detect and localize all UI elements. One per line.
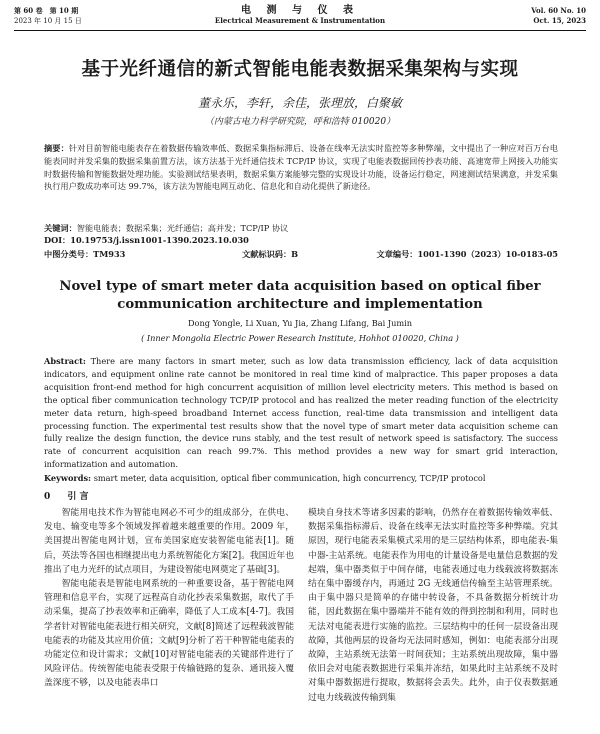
keywords-cn-text: 智能电能表；数据采集；光纤通信；高并发；TCP/IP 协议: [76, 223, 289, 233]
keywords-en-label: Keywords:: [44, 473, 92, 483]
abstract-en-text: There are many factors in smart meter, such as low data transmission efficiency, lack of data acquisition indicators, and equipment online rate cannot be monitored in real time kind of malpractice. This paper proposes a data acquisition front-end method for high concurrent acquisition of million level electricity meters. This method is based on the optical fiber communication technology TCP/IP protocol and has realized the meter reading function of the electricity meter data return, high-speed broadband Internet access function, real-time data transmission and intelligent data processing function. The experimental test results show that the novel type of smart meter data acquisition scheme can fully realize the design function, the device runs stably, and the test result of network speed is satisfactory. The success rate of concurrent acquisition can reach 99.7%. This method provides a new way for smart grid interaction, informatization and automation.: [44, 356, 558, 470]
keywords-en: [44, 473, 558, 483]
body-column-left: [44, 506, 294, 691]
clc-number: 中图分类号：TM933: [44, 249, 126, 259]
title-en: Novel type of smart meter data acquisition based on optical fiber communication architecture and implementation: [59, 279, 541, 312]
header-center: [14, 6, 586, 26]
keywords-cn-label: 关键词：: [44, 223, 77, 233]
date-en: Oct. 15, 2023: [533, 16, 586, 25]
abstract-cn-label: 摘要：: [44, 143, 69, 153]
abstract-cn-text: 针对目前智能电能表存在着数据传输效率低、数据采集指标滞后、设备在线率无法实时监控等多种弊端，文中提出了一种应对百万台电能表同时并发采集的数据采集前置方法，该方法基于光纤通信技术 TCP/IP 协议，实现了电能表数据回传抄表功能、高速宽带上网接入功能实时数据传输和智能数据处理功能。实验测试结果表明，数据采集方案能够完整的实现设计功能，设备运行稳定，网速测试结果满意，并发采集执行用户数成功率可达 99.7%，该方法为智能电网互动化、信息化和自动化提供了新途径。: [44, 143, 558, 192]
document-code: 文献标识码：B: [242, 249, 299, 259]
abstract-cn: [44, 142, 558, 193]
body-column-right: [308, 506, 558, 705]
article-number: 文章编号：1001-1390（2023）10-0183-05: [376, 249, 558, 259]
header-rule: [14, 30, 586, 31]
affiliation-en: ( Inner Mongolia Electric Power Research Institute, Hohhot 010020, China ): [141, 333, 459, 343]
journal-name-cn: 电 测 与 仪 表: [241, 5, 359, 16]
body-paragraph: 模块自身技术等诸多因素的影响，仍然存在着数据传输效率低、数据采集指标滞后、设备在线率无法实时监控等多种弊端。究其原因，现行电能表采集模式采用的是三层结构体系，即电能表-集中器-主站系统。电能表作为用电的计量设备是电量信息数据的发起端，集中器类似于中间存储，电能表通过电力线载波将数据冻结在集中器缓存内，再通过 2G 无线通信传输至主站管理系统。由于集中器只是简单的存储中转设备，不具备数据分析统计功能，因此数据在集中器端并不能有效的得到控制和利用，同时也无法对电能表进行实施的监控。三层结构中的任何一层设备出现故障，其他两层的设备均无法同时感知，例如：电能表部分出现故障，主站系统无法第一时间获知；主站系统出现故障，集中器依旧会对电能表数据进行采集并冻结，如果此时主站系统不及时对集中器数据进行提取，数据将会丢失。此外，由于仪表数据通过电力线载波传输到集: [308, 508, 558, 703]
affiliation-cn: （内蒙古电力科学研究院，呼和浩特 010020）: [204, 117, 396, 127]
authors-en: Dong Yongle, Li Xuan, Yu Jia, Zhang Lifang, Bai Jumin: [187, 318, 413, 328]
date-cn: 2023 年 10 月 15 日: [14, 17, 82, 25]
abstract-en: [44, 355, 558, 471]
keywords-en-text: smart meter, data acquisition, optical fiber communication, high concurrency, TCP/IP protocol: [91, 473, 486, 483]
authors-cn: 董永乐，李轩，余佳，张理放，白聚敏: [197, 96, 402, 110]
section-heading-introduction: [44, 489, 89, 502]
body-paragraph: 智能电能表是智能电网系统的一种重要设备，基于智能电网管理和信息平台，实现了远程高自动化抄表采集数据，取代了手动采集，提高了抄表效率和正确率，降低了人工成本[4-7]。我国学者针对智能电能表进行相关研究，文献[8]简述了远程载波智能电能表的功能及其应用价值；文献[9]分析了若干种智能电能表的功能定位和设计需求；文献[10]对智能电能表的关键部件进行了风险评估。传统智能电能表受限于传输链路的复杂、通讯接入覆盖深度不够，以及电能表串口: [44, 579, 294, 689]
body-paragraph: 智能用电技术作为智能电网必不可少的组成部分，在供电、发电、输变电等多个领域发挥着越来越重要的作用。2009 年，美国提出智能电网计划，宣布美国家庭安装智能电能表[1]。随后，英法等各国也相继提出电力系统智能化方案[2]。我国近年也推出了电力光纤的试点项目，为建设智能电网奠定了基础[3]。: [44, 508, 294, 575]
header-right: [531, 6, 586, 26]
section-title: 引 言: [67, 492, 89, 502]
abstract-en-label: Abstract:: [44, 356, 86, 366]
title-cn: 基于光纤通信的新式智能电能表数据采集架构与实现: [81, 59, 519, 80]
keywords-cn: [44, 222, 558, 234]
journal-name-en: Electrical Measurement & Instrumentation: [214, 16, 386, 25]
volume-en: Vol. 60 No. 10: [531, 6, 586, 15]
doi[interactable]: DOI：10.19753/j.issn1001-1390.2023.10.030: [44, 235, 249, 245]
section-number: 0: [44, 492, 51, 502]
volume-cn: 第 60 卷 第 10 期: [14, 6, 79, 15]
